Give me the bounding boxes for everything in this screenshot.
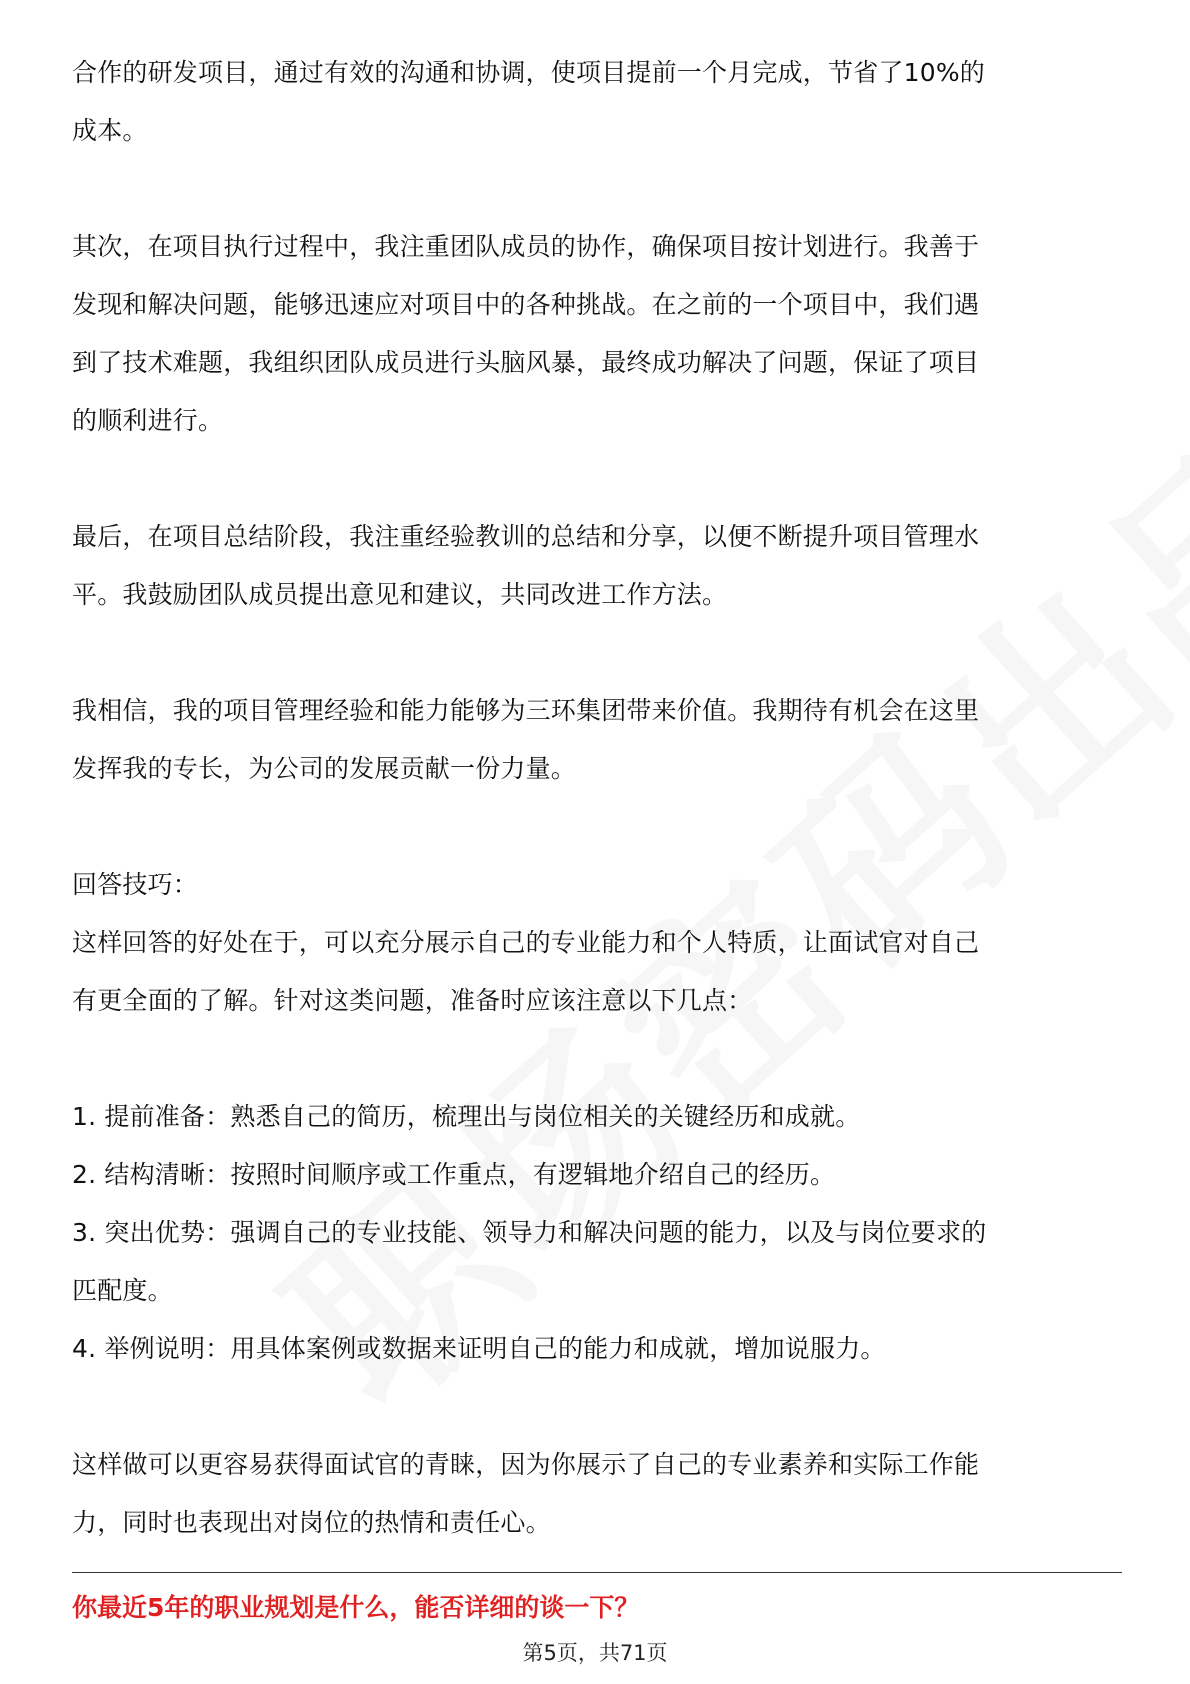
paragraph-line: 力，同时也表现出对岗位的热情和责任心。 <box>72 1508 551 1537</box>
page-number-footer: 第5页，共71页 <box>522 1641 668 1665</box>
paragraph-line: 最后，在项目总结阶段，我注重经验教训的总结和分享，以便不断提升项目管理水 <box>72 522 980 551</box>
document-body <box>72 44 1122 1552</box>
paragraph-line: 发现和解决问题，能够迅速应对项目中的各种挑战。在之前的一个项目中，我们遇 <box>72 290 980 319</box>
paragraph-line: 的顺利进行。 <box>72 406 224 435</box>
next-question-heading: 你最近5年的职业规划是什么，能否详细的谈一下？ <box>72 1593 640 1622</box>
paragraph-line: 到了技术难题，我组织团队成员进行头脑风暴，最终成功解决了问题，保证了项目 <box>72 348 980 377</box>
paragraph-line: 这样做可以更容易获得面试官的青睐，因为你展示了自己的专业素养和实际工作能 <box>72 1450 980 1479</box>
paragraph-line: 这样回答的好处在于，可以充分展示自己的专业能力和个人特质，让面试官对自己 <box>72 928 980 957</box>
list-item: 1. 提前准备：熟悉自己的简历，梳理出与岗位相关的关键经历和成就。 <box>72 1102 861 1131</box>
tips-heading: 回答技巧： <box>72 870 199 899</box>
paragraph-line: 成本。 <box>72 116 148 145</box>
paragraph-gap <box>72 450 1122 508</box>
list-item: 2. 结构清晰：按照时间顺序或工作重点，有逻辑地介绍自己的经历。 <box>72 1160 836 1189</box>
section-divider <box>72 1572 1122 1573</box>
paragraph-line: 合作的研发项目，通过有效的沟通和协调，使项目提前一个月完成，节省了10%的 <box>72 58 985 87</box>
paragraph-line: 发挥我的专长，为公司的发展贡献一份力量。 <box>72 754 577 783</box>
paragraph-gap <box>72 160 1122 218</box>
paragraph-line: 有更全面的了解。针对这类问题，准备时应该注意以下几点： <box>72 986 753 1015</box>
paragraph-line: 平。我鼓励团队成员提出意见和建议，共同改进工作方法。 <box>72 580 728 609</box>
list-item-continuation: 匹配度。 <box>72 1276 173 1305</box>
list-item: 4. 举例说明：用具体案例或数据来证明自己的能力和成就，增加说服力。 <box>72 1334 886 1363</box>
paragraph-gap <box>72 798 1122 856</box>
paragraph-line: 我相信，我的项目管理经验和能力能够为三环集团带来价值。我期待有机会在这里 <box>72 696 980 725</box>
list-item: 3. 突出优势：强调自己的专业技能、领导力和解决问题的能力，以及与岗位要求的 <box>72 1218 987 1247</box>
paragraph-line: 其次，在项目执行过程中，我注重团队成员的协作，确保项目按计划进行。我善于 <box>72 232 980 261</box>
paragraph-gap <box>72 1378 1122 1436</box>
paragraph-gap <box>72 624 1122 682</box>
paragraph-gap <box>72 1030 1122 1088</box>
